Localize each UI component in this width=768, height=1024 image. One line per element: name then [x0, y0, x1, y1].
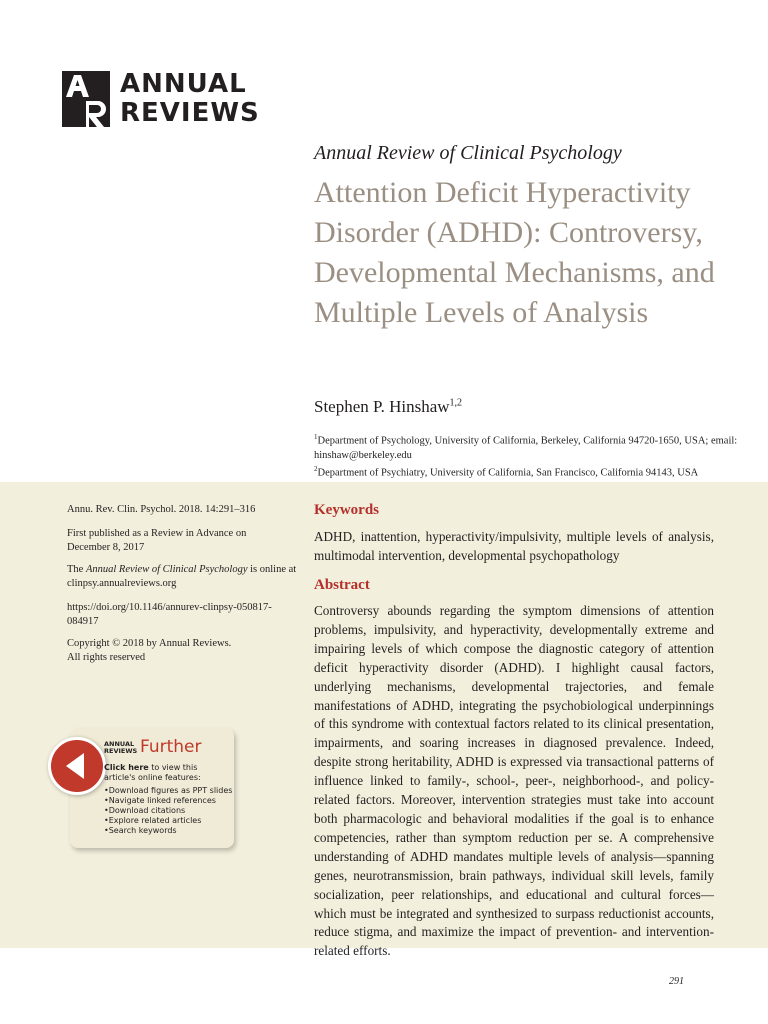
affiliation-2-text: Department of Psychiatry, University of California, San Francisco, California 94143, USA — [317, 467, 699, 479]
further-item[interactable]: • Download figures as PPT slides — [104, 786, 232, 796]
abstract-heading: Abstract — [314, 577, 370, 593]
doi-line-1[interactable]: https://doi.org/10.1146/annurev-clinpsy-050817- — [67, 602, 272, 613]
keywords-heading: Keywords — [314, 502, 379, 518]
page-number: 291 — [669, 976, 684, 987]
logo-line-annual: ANNUAL — [120, 69, 247, 99]
article-title: Attention Deficit Hyperactivity Disorder (ADHD): Controversy, Developmental Mechanisms, and Multiple Levels of Analysis — [314, 176, 715, 329]
author-name: Stephen P. Hinshaw — [314, 397, 450, 416]
logo-wordmark — [120, 70, 260, 128]
author-affiliation-marks: 1,2 — [449, 397, 463, 409]
abstract-text: Controversy abounds regarding the symptom dimensions of attention problems, impulsivity, and hyperactivity, developmentally extreme and impairing levels of which compose the diagnostic category of attention deficit hyperactivity disorder (ADHD). I highlight causal factors, underlying mechanisms, developmental trajectories, and female manifestations of ADHD, integrating the psychobiological underpinnings of this syndrome with contextual factors related to its clinical presentation, impairments, and soaring increases in diagnosed prevalence. Indeed, despite strong heritability, ADHD is expressed via transactional patterns of influence linked to family-, school-, peer-, neighborhood-, and policy-related factors. Moreover, intervention strategies must take into account both pharmacologic and behavioral modalities if the goal is to enhance competencies, rather than symptom reduction per se. A comprehensive understanding of ADHD mandates multiple levels of analysis—spanning genes, neurotransmission, brain pathways, individual skill levels, family socialization, peer relationships, and educational and cultural forces—which must be integrated and synthesized to surpass reductionist accounts, reduce stigma, and maximize the impact of prevention- and intervention-related efforts. — [314, 603, 714, 959]
citation — [67, 503, 287, 517]
logo-line-reviews: REVIEWS — [120, 98, 260, 128]
citation-text: Annu. Rev. Clin. Psychol. 2018. 14:291–316 — [67, 504, 256, 515]
further-intro — [104, 763, 228, 783]
ar-monogram-icon — [62, 71, 110, 127]
online-post: is online at — [247, 564, 297, 575]
further-brand — [104, 741, 137, 755]
copyright-text: Copyright © 2018 by Annual Reviews. — [67, 638, 232, 649]
further-brand-line-2: REVIEWS — [104, 747, 138, 755]
online-pre: The — [67, 564, 86, 575]
first-published-line-2: December 8, 2017 — [67, 541, 145, 553]
affiliation-2-mark: 2 — [314, 465, 318, 473]
further-brand-line-1: ANNUAL — [104, 740, 135, 748]
affiliation-1-text: Department of Psychology, University of California, Berkeley, California 94720-1650, USA; email: hinshaw@berkeley.edu — [314, 435, 738, 461]
publication-date — [67, 527, 287, 554]
online-info — [67, 563, 297, 590]
further-intro-text: to view this article's online features: — [104, 763, 201, 782]
further-item[interactable]: • Search keywords — [104, 826, 232, 836]
further-item[interactable]: • Navigate linked references — [104, 796, 232, 806]
online-journal: Annual Review of Clinical Psychology — [85, 564, 248, 575]
keywords-text: ADHD, inattention, hyperactivity/impulsivity, multiple levels of analysis, multimodal intervention, developmental psychopathology — [314, 529, 714, 563]
journal-name: Annual Review of Clinical Psychology — [314, 142, 622, 164]
online-url[interactable]: clinpsy.annualreviews.org — [67, 577, 177, 589]
doi-line-2[interactable]: 084917 — [67, 615, 99, 627]
further-title: Further — [140, 737, 202, 757]
further-item[interactable]: • Download citations — [104, 806, 232, 816]
click-here-link[interactable]: Click here — [104, 763, 149, 772]
further-item[interactable]: • Explore related articles — [104, 816, 232, 826]
further-features-box[interactable] — [70, 728, 234, 848]
further-feature-list — [104, 786, 232, 836]
author[interactable] — [314, 397, 462, 417]
affiliation-1-mark: 1 — [314, 433, 318, 441]
doi[interactable] — [67, 601, 287, 628]
copyright — [67, 637, 287, 664]
first-published-line-1: First published as a Review in Advance on — [67, 528, 247, 539]
annual-reviews-logo[interactable] — [62, 70, 260, 128]
rights-text: All rights reserved — [67, 651, 146, 663]
affiliation-2 — [314, 462, 744, 481]
affiliation-1 — [314, 430, 744, 463]
play-arrow-icon[interactable] — [48, 737, 106, 795]
